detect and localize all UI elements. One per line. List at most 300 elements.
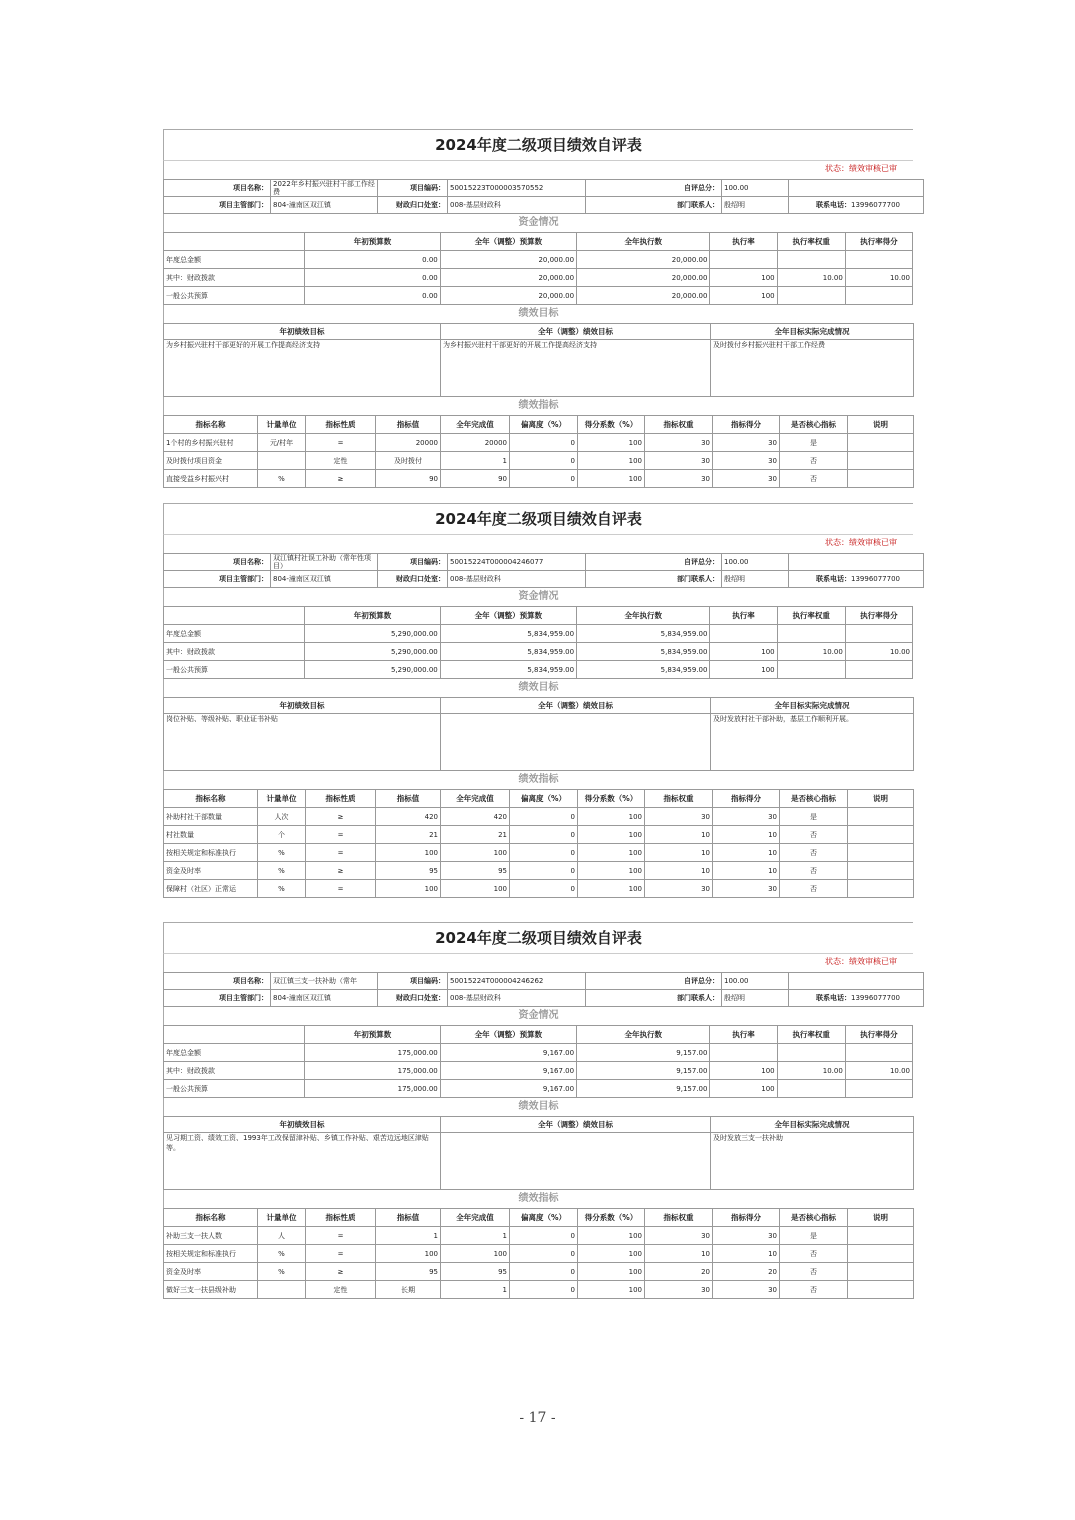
evaluation-form bbox=[163, 922, 913, 1299]
project-name-label: 项目名称： bbox=[164, 180, 271, 197]
self-score-value: 100.00 bbox=[722, 554, 789, 571]
indicator-cell bbox=[258, 452, 306, 470]
funds-cell: 其中：财政拨款 bbox=[164, 1062, 305, 1080]
funds-row bbox=[164, 643, 913, 661]
funds-cell: 0.00 bbox=[305, 251, 440, 269]
goals-header: 全年（调整）绩效目标 bbox=[441, 1117, 711, 1133]
indicator-cell: 10 bbox=[645, 844, 713, 862]
self-score-value: 100.00 bbox=[722, 180, 789, 197]
indicators-section-title: 绩效指标 bbox=[163, 771, 913, 789]
indicator-cell bbox=[848, 808, 914, 826]
indicators-header: 偏离度（%） bbox=[510, 416, 578, 434]
indicators-header: 指标性质 bbox=[306, 790, 376, 808]
phone-cell bbox=[789, 571, 924, 588]
funds-cell bbox=[845, 1044, 912, 1062]
indicator-cell: 100 bbox=[578, 1263, 645, 1281]
funds-cell bbox=[777, 1080, 845, 1098]
indicator-cell: 30 bbox=[645, 1281, 713, 1299]
indicator-row bbox=[164, 880, 914, 898]
indicator-cell: 按相关规定和标准执行 bbox=[164, 1245, 258, 1263]
funds-header: 执行率权重 bbox=[777, 233, 845, 251]
indicator-cell: 0 bbox=[510, 452, 578, 470]
indicator-row bbox=[164, 862, 914, 880]
indicators-header: 指标值 bbox=[376, 790, 441, 808]
indicator-cell: = bbox=[306, 1227, 376, 1245]
indicators-header: 全年完成值 bbox=[441, 416, 510, 434]
indicators-header: 指标得分 bbox=[713, 416, 780, 434]
indicator-cell: 420 bbox=[441, 808, 510, 826]
finance-label: 财政归口处室： bbox=[378, 197, 448, 214]
indicator-cell: 否 bbox=[780, 844, 848, 862]
indicators-header: 指标名称 bbox=[164, 1209, 258, 1227]
indicator-cell: % bbox=[258, 880, 306, 898]
indicator-cell: 30 bbox=[645, 808, 713, 826]
funds-header bbox=[164, 607, 305, 625]
finance-value: 008-基层财政科 bbox=[448, 197, 586, 214]
finance-label: 财政归口处室： bbox=[378, 990, 448, 1007]
indicators-header: 是否核心指标 bbox=[780, 416, 848, 434]
indicator-cell: 100 bbox=[578, 470, 645, 488]
contact-label: 部门联系人： bbox=[586, 197, 722, 214]
indicator-cell: 及时拨付 bbox=[376, 452, 441, 470]
funds-header: 全年执行数 bbox=[577, 607, 710, 625]
indicators-header: 得分系数（%） bbox=[578, 790, 645, 808]
funds-cell: 10.00 bbox=[845, 643, 912, 661]
goals-cell: 及时发放村社干部补助，基层工作顺利开展。 bbox=[711, 714, 914, 771]
indicator-cell: 100 bbox=[578, 452, 645, 470]
indicator-cell: % bbox=[258, 862, 306, 880]
indicator-cell: 定性 bbox=[306, 1281, 376, 1299]
funds-cell: 年度总金额 bbox=[164, 1044, 305, 1062]
indicators-section-title: 绩效指标 bbox=[163, 1190, 913, 1208]
indicator-cell: 0 bbox=[510, 826, 578, 844]
funds-header: 年初预算数 bbox=[305, 1026, 440, 1044]
goals-header: 年初绩效目标 bbox=[164, 1117, 441, 1133]
funds-cell bbox=[845, 625, 912, 643]
indicators-header: 全年完成值 bbox=[441, 1209, 510, 1227]
dept-label: 项目主管部门： bbox=[164, 197, 271, 214]
indicator-cell: 100 bbox=[376, 1245, 441, 1263]
contact-value: 殷绍明 bbox=[722, 571, 789, 588]
funds-cell bbox=[777, 661, 845, 679]
funds-header: 执行率得分 bbox=[845, 607, 912, 625]
funds-cell bbox=[710, 625, 777, 643]
form-title: 2024年度二级项目绩效自评表 bbox=[163, 129, 913, 160]
dept-value: 804-潼南区双江镇 bbox=[271, 990, 378, 1007]
funds-cell: 100 bbox=[710, 661, 777, 679]
indicator-cell: 30 bbox=[645, 1227, 713, 1245]
indicators-header: 指标权重 bbox=[645, 790, 713, 808]
funds-cell: 100 bbox=[710, 269, 777, 287]
indicator-cell: 100 bbox=[578, 434, 645, 452]
form-title: 2024年度二级项目绩效自评表 bbox=[163, 503, 913, 534]
funds-cell: 其中：财政拨款 bbox=[164, 643, 305, 661]
indicator-cell: 10 bbox=[713, 862, 780, 880]
dept-value: 804-潼南区双江镇 bbox=[271, 571, 378, 588]
indicator-cell: 95 bbox=[441, 862, 510, 880]
dept-label: 项目主管部门： bbox=[164, 990, 271, 1007]
indicators-header: 指标得分 bbox=[713, 1209, 780, 1227]
contact-value: 殷绍明 bbox=[722, 990, 789, 1007]
indicator-cell: 100 bbox=[578, 808, 645, 826]
empty-cell bbox=[789, 180, 924, 197]
indicator-row bbox=[164, 844, 914, 862]
indicator-cell bbox=[848, 844, 914, 862]
indicator-cell: = bbox=[306, 880, 376, 898]
indicators-header: 指标得分 bbox=[713, 790, 780, 808]
indicator-cell: 1 bbox=[441, 452, 510, 470]
goals-header: 全年（调整）绩效目标 bbox=[441, 698, 711, 714]
indicator-cell: 0 bbox=[510, 862, 578, 880]
indicator-cell: 100 bbox=[578, 1281, 645, 1299]
funds-cell: 9,167.00 bbox=[440, 1080, 576, 1098]
funds-cell: 5,290,000.00 bbox=[305, 625, 440, 643]
funds-header: 全年（调整）预算数 bbox=[440, 1026, 576, 1044]
funds-cell: 0.00 bbox=[305, 269, 440, 287]
funds-cell: 175,000.00 bbox=[305, 1044, 440, 1062]
indicators-header: 是否核心指标 bbox=[780, 1209, 848, 1227]
funds-cell: 其中：财政拨款 bbox=[164, 269, 305, 287]
indicator-cell bbox=[848, 434, 914, 452]
indicator-cell: 100 bbox=[441, 880, 510, 898]
goals-table bbox=[163, 323, 914, 397]
funds-header: 全年执行数 bbox=[577, 1026, 710, 1044]
indicators-header: 偏离度（%） bbox=[510, 1209, 578, 1227]
phone-label: 联系电话： bbox=[816, 994, 851, 1002]
indicator-cell: 0 bbox=[510, 1263, 578, 1281]
indicator-cell: 村社数量 bbox=[164, 826, 258, 844]
indicator-cell bbox=[848, 1263, 914, 1281]
phone-cell bbox=[789, 990, 924, 1007]
indicator-cell: 100 bbox=[376, 844, 441, 862]
finance-value: 008-基层财政科 bbox=[448, 990, 586, 1007]
project-name-value: 2022年乡村振兴驻村干部工作经费 bbox=[271, 180, 378, 197]
indicator-cell: 30 bbox=[713, 470, 780, 488]
page-number: - 17 - bbox=[519, 1410, 556, 1426]
indicators-header: 是否核心指标 bbox=[780, 790, 848, 808]
indicator-cell: 0 bbox=[510, 808, 578, 826]
funds-cell: 9,167.00 bbox=[440, 1044, 576, 1062]
indicator-cell: 否 bbox=[780, 826, 848, 844]
indicator-cell bbox=[848, 1227, 914, 1245]
indicator-cell: 0 bbox=[510, 844, 578, 862]
indicator-cell: 100 bbox=[441, 1245, 510, 1263]
indicator-cell: ≥ bbox=[306, 1263, 376, 1281]
indicator-row bbox=[164, 1281, 914, 1299]
funds-cell: 175,000.00 bbox=[305, 1062, 440, 1080]
indicator-cell: 0 bbox=[510, 880, 578, 898]
indicator-cell: 否 bbox=[780, 470, 848, 488]
indicator-cell: 100 bbox=[376, 880, 441, 898]
indicator-row bbox=[164, 1245, 914, 1263]
project-code-label: 项目编码： bbox=[378, 180, 448, 197]
funds-cell: 一般公共预算 bbox=[164, 287, 305, 305]
self-score-value: 100.00 bbox=[722, 973, 789, 990]
project-info-table bbox=[163, 553, 924, 588]
indicator-cell: ≥ bbox=[306, 862, 376, 880]
funds-header: 执行率权重 bbox=[777, 1026, 845, 1044]
funds-cell: 10.00 bbox=[845, 269, 912, 287]
indicator-cell: = bbox=[306, 1245, 376, 1263]
indicator-cell: 0 bbox=[510, 470, 578, 488]
indicator-cell: 否 bbox=[780, 452, 848, 470]
funds-cell: 10.00 bbox=[845, 1062, 912, 1080]
indicator-cell bbox=[258, 1281, 306, 1299]
funds-row bbox=[164, 251, 913, 269]
goals-cell bbox=[441, 714, 711, 771]
indicators-header: 全年完成值 bbox=[441, 790, 510, 808]
indicator-cell: % bbox=[258, 1245, 306, 1263]
indicator-cell: 0 bbox=[510, 1227, 578, 1245]
goals-table bbox=[163, 1116, 914, 1190]
indicator-cell: 直接受益乡村振兴村 bbox=[164, 470, 258, 488]
goals-header: 全年目标实际完成情况 bbox=[711, 698, 914, 714]
indicator-cell: 补助三支一扶人数 bbox=[164, 1227, 258, 1245]
indicator-row bbox=[164, 1227, 914, 1245]
funds-cell: 20,000.00 bbox=[440, 251, 576, 269]
funds-cell bbox=[845, 661, 912, 679]
indicator-cell: 及时拨付项目资金 bbox=[164, 452, 258, 470]
funds-cell: 一般公共预算 bbox=[164, 661, 305, 679]
indicator-cell: 元/村年 bbox=[258, 434, 306, 452]
indicator-cell bbox=[848, 1281, 914, 1299]
indicators-section-title: 绩效指标 bbox=[163, 397, 913, 415]
indicator-cell: 是 bbox=[780, 434, 848, 452]
indicators-header: 说明 bbox=[848, 1209, 914, 1227]
goals-cell: 岗位补贴、等级补贴、职业证书补贴 bbox=[164, 714, 441, 771]
indicator-cell: 否 bbox=[780, 1263, 848, 1281]
funds-cell bbox=[777, 287, 845, 305]
funds-cell bbox=[845, 287, 912, 305]
self-score-label: 自评总分： bbox=[586, 554, 722, 571]
indicators-header: 计量单位 bbox=[258, 416, 306, 434]
indicator-cell: 100 bbox=[578, 1227, 645, 1245]
funds-table bbox=[163, 606, 913, 679]
indicator-cell: = bbox=[306, 434, 376, 452]
indicator-cell: 否 bbox=[780, 1281, 848, 1299]
funds-row bbox=[164, 625, 913, 643]
indicator-cell: 30 bbox=[645, 470, 713, 488]
indicator-cell: 100 bbox=[578, 844, 645, 862]
project-code-label: 项目编码： bbox=[378, 973, 448, 990]
funds-cell: 年度总金额 bbox=[164, 251, 305, 269]
funds-cell: 5,290,000.00 bbox=[305, 643, 440, 661]
funds-section-title: 资金情况 bbox=[163, 214, 913, 232]
indicator-cell: 20 bbox=[645, 1263, 713, 1281]
project-info-table bbox=[163, 972, 924, 1007]
funds-cell: 100 bbox=[710, 643, 777, 661]
funds-header: 年初预算数 bbox=[305, 607, 440, 625]
dept-label: 项目主管部门： bbox=[164, 571, 271, 588]
indicator-cell: 保障村（社区）正常运 bbox=[164, 880, 258, 898]
funds-cell bbox=[710, 1044, 777, 1062]
indicator-row bbox=[164, 434, 914, 452]
phone-value: 13996077700 bbox=[851, 201, 900, 209]
goals-cell: 为乡村振兴驻村干部更好的开展工作提高经济支持 bbox=[164, 340, 441, 397]
indicator-cell: 30 bbox=[713, 880, 780, 898]
indicators-header: 说明 bbox=[848, 416, 914, 434]
funds-table bbox=[163, 232, 913, 305]
indicators-header: 计量单位 bbox=[258, 1209, 306, 1227]
goals-section-title: 绩效目标 bbox=[163, 305, 913, 323]
indicator-cell: 21 bbox=[376, 826, 441, 844]
indicator-cell: ≥ bbox=[306, 808, 376, 826]
indicator-cell: 个 bbox=[258, 826, 306, 844]
funds-cell bbox=[845, 251, 912, 269]
funds-cell: 100 bbox=[710, 287, 777, 305]
status-badge: 状态：绩效审核已审 bbox=[825, 164, 897, 173]
contact-value: 殷绍明 bbox=[722, 197, 789, 214]
goals-section-title: 绩效目标 bbox=[163, 679, 913, 697]
indicators-header: 指标值 bbox=[376, 416, 441, 434]
indicator-cell: 10 bbox=[645, 862, 713, 880]
funds-cell: 9,157.00 bbox=[577, 1080, 710, 1098]
funds-row bbox=[164, 1044, 913, 1062]
project-name-value: 双江镇村社误工补助（常年性项目） bbox=[271, 554, 378, 571]
indicator-cell: 30 bbox=[645, 434, 713, 452]
funds-cell: 9,157.00 bbox=[577, 1062, 710, 1080]
funds-cell: 5,834,959.00 bbox=[440, 643, 576, 661]
funds-cell: 0.00 bbox=[305, 287, 440, 305]
indicators-header: 偏离度（%） bbox=[510, 790, 578, 808]
goals-header: 年初绩效目标 bbox=[164, 698, 441, 714]
funds-row bbox=[164, 269, 913, 287]
indicator-cell: 0 bbox=[510, 1281, 578, 1299]
funds-cell bbox=[710, 251, 777, 269]
indicator-row bbox=[164, 470, 914, 488]
indicator-cell: 10 bbox=[713, 826, 780, 844]
indicator-cell: = bbox=[306, 844, 376, 862]
empty-cell bbox=[789, 973, 924, 990]
indicator-cell: 0 bbox=[510, 1245, 578, 1263]
contact-label: 部门联系人： bbox=[586, 571, 722, 588]
funds-cell: 5,834,959.00 bbox=[440, 661, 576, 679]
goals-cell: 见习期工资、绩效工资、1993年工改保留津补贴、乡镇工作补贴、艰苦边远地区津贴等。 bbox=[164, 1133, 441, 1190]
funds-header: 执行率得分 bbox=[845, 233, 912, 251]
funds-cell: 20,000.00 bbox=[440, 287, 576, 305]
indicator-cell: 是 bbox=[780, 808, 848, 826]
goals-cell: 及时发放三支一扶补助 bbox=[711, 1133, 914, 1190]
goals-cell: 为乡村振兴驻村干部更好的开展工作提高经济支持 bbox=[441, 340, 711, 397]
project-code-value: 50015224T000004246077 bbox=[448, 554, 586, 571]
funds-cell: 9,167.00 bbox=[440, 1062, 576, 1080]
funds-header: 执行率 bbox=[710, 233, 777, 251]
funds-header bbox=[164, 233, 305, 251]
indicator-cell bbox=[848, 826, 914, 844]
status-badge: 状态：绩效审核已审 bbox=[825, 538, 897, 547]
indicator-cell: 100 bbox=[441, 844, 510, 862]
indicator-cell: 1 bbox=[441, 1227, 510, 1245]
funds-cell: 100 bbox=[710, 1062, 777, 1080]
goals-table bbox=[163, 697, 914, 771]
funds-cell bbox=[777, 251, 845, 269]
indicator-cell: 21 bbox=[441, 826, 510, 844]
indicator-cell bbox=[848, 1245, 914, 1263]
indicator-row bbox=[164, 452, 914, 470]
phone-cell bbox=[789, 197, 924, 214]
empty-cell bbox=[789, 554, 924, 571]
indicators-header: 计量单位 bbox=[258, 790, 306, 808]
goals-cell: 及时拨付乡村振兴驻村干部工作经费 bbox=[711, 340, 914, 397]
project-name-value: 双江镇三支一扶补助（常年 bbox=[271, 973, 378, 990]
indicator-cell: 30 bbox=[713, 808, 780, 826]
funds-row bbox=[164, 1080, 913, 1098]
project-name-label: 项目名称： bbox=[164, 554, 271, 571]
funds-header: 执行率 bbox=[710, 1026, 777, 1044]
indicators-table bbox=[163, 1208, 914, 1299]
goals-header: 全年目标实际完成情况 bbox=[711, 324, 914, 340]
indicator-cell: 100 bbox=[578, 862, 645, 880]
indicator-cell: 90 bbox=[376, 470, 441, 488]
indicator-cell: 30 bbox=[713, 434, 780, 452]
funds-cell: 20,000.00 bbox=[577, 287, 710, 305]
indicator-cell: 10 bbox=[645, 1245, 713, 1263]
indicators-header: 指标权重 bbox=[645, 416, 713, 434]
phone-label: 联系电话： bbox=[816, 575, 851, 583]
indicator-cell: % bbox=[258, 844, 306, 862]
funds-cell: 5,834,959.00 bbox=[577, 625, 710, 643]
indicator-cell: 30 bbox=[645, 880, 713, 898]
goals-cell bbox=[441, 1133, 711, 1190]
status-badge: 状态：绩效审核已审 bbox=[825, 957, 897, 966]
indicators-header: 得分系数（%） bbox=[578, 1209, 645, 1227]
project-info-table bbox=[163, 179, 924, 214]
funds-cell: 5,834,959.00 bbox=[440, 625, 576, 643]
funds-cell bbox=[777, 1044, 845, 1062]
self-score-label: 自评总分： bbox=[586, 180, 722, 197]
funds-header: 全年（调整）预算数 bbox=[440, 233, 576, 251]
indicator-cell: 做好三支一扶县级补助 bbox=[164, 1281, 258, 1299]
indicator-cell: 人次 bbox=[258, 808, 306, 826]
indicator-cell: 10 bbox=[645, 826, 713, 844]
indicator-cell: 补助村社干部数量 bbox=[164, 808, 258, 826]
funds-row bbox=[164, 1062, 913, 1080]
evaluation-form bbox=[163, 129, 913, 488]
phone-label: 联系电话： bbox=[816, 201, 851, 209]
funds-cell: 一般公共预算 bbox=[164, 1080, 305, 1098]
contact-label: 部门联系人： bbox=[586, 990, 722, 1007]
funds-cell: 175,000.00 bbox=[305, 1080, 440, 1098]
indicator-row bbox=[164, 826, 914, 844]
indicator-cell: % bbox=[258, 1263, 306, 1281]
indicator-cell bbox=[848, 452, 914, 470]
funds-cell: 10.00 bbox=[777, 643, 845, 661]
indicator-cell bbox=[848, 470, 914, 488]
project-name-label: 项目名称： bbox=[164, 973, 271, 990]
goals-header: 年初绩效目标 bbox=[164, 324, 441, 340]
indicator-cell: 20000 bbox=[376, 434, 441, 452]
indicator-cell: 0 bbox=[510, 434, 578, 452]
finance-value: 008-基层财政科 bbox=[448, 571, 586, 588]
indicators-header: 指标性质 bbox=[306, 1209, 376, 1227]
funds-header: 执行率得分 bbox=[845, 1026, 912, 1044]
indicator-cell bbox=[848, 862, 914, 880]
indicator-cell: 30 bbox=[713, 1281, 780, 1299]
indicator-row bbox=[164, 808, 914, 826]
indicator-cell: % bbox=[258, 470, 306, 488]
funds-header: 全年（调整）预算数 bbox=[440, 607, 576, 625]
project-code-label: 项目编码： bbox=[378, 554, 448, 571]
indicators-header: 指标名称 bbox=[164, 790, 258, 808]
funds-header: 全年执行数 bbox=[577, 233, 710, 251]
funds-row bbox=[164, 661, 913, 679]
indicator-cell: 1 bbox=[376, 1227, 441, 1245]
funds-header bbox=[164, 1026, 305, 1044]
indicators-table bbox=[163, 415, 914, 488]
funds-cell bbox=[777, 625, 845, 643]
funds-cell: 10.00 bbox=[777, 269, 845, 287]
funds-section-title: 资金情况 bbox=[163, 588, 913, 606]
